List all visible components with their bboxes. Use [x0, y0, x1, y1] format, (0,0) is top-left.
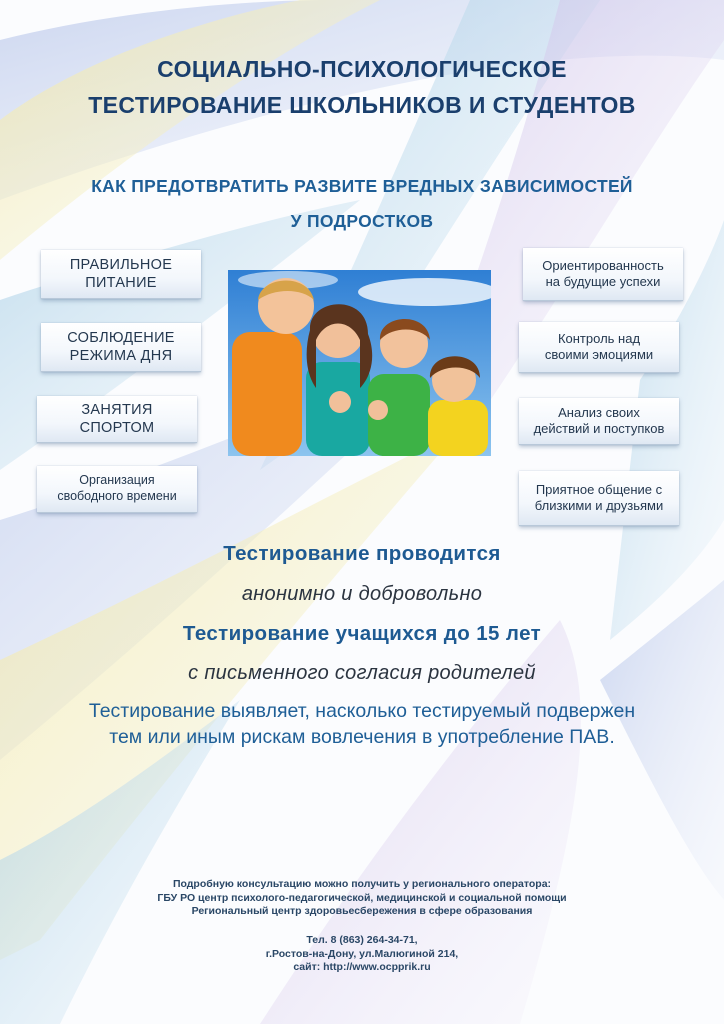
tip-box-label: действий и поступков — [533, 421, 665, 436]
footer-site-link[interactable]: сайт: http://www.ocpprik.ru — [293, 961, 431, 974]
tip-box-label: ЗАНЯТИЯ — [81, 401, 153, 418]
subtitle-line2: У ПОДРОСТКОВ — [290, 211, 434, 231]
tip-box-future-success — [523, 248, 683, 301]
anonymous-line: анонимно и добровольно — [241, 583, 483, 605]
footer-address: г.Ростов-на-Дону, ул.Малюгиной 214, — [265, 947, 459, 960]
tip-box-label: Организация — [79, 473, 155, 488]
tip-box-label: своими эмоциями — [544, 347, 654, 362]
footer-contacts — [100, 934, 624, 975]
parents-consent-line: с письменного согласия родителей — [188, 662, 536, 684]
footer-line: Региональный центр здоровьесбережения в сфере образования — [191, 905, 533, 918]
tip-box-free-time — [37, 466, 197, 513]
tip-box-label: Приятное общение с — [535, 481, 663, 497]
tip-box-label: СОБЛЮДЕНИЕ — [67, 329, 175, 346]
subtitle-line1: КАК ПРЕДОТВРАТИТЬ РАЗВИТЕ ВРЕДНЫХ ЗАВИСИМОСТЕЙ — [91, 176, 633, 196]
tip-box-communication — [519, 471, 679, 526]
page-title-line2: ТЕСТИРОВАНИЕ ШКОЛЬНИКОВ И СТУДЕНТОВ — [88, 92, 636, 118]
testing-description-line1: Тестирование выявляет, насколько тестируемый подвержен — [88, 700, 636, 722]
page-title-line1: СОЦИАЛЬНО-ПСИХОЛОГИЧЕСКОЕ — [157, 56, 567, 82]
teenagers-photo — [228, 270, 491, 456]
age-heading: Тестирование учащихся до 15 лет — [182, 622, 542, 645]
tip-box-label: близкими и друзьями — [534, 498, 664, 513]
tip-box-label: Контроль над — [557, 330, 641, 346]
tip-box-label: Ориентированность — [542, 257, 664, 273]
footer-phone: Тел. 8 (863) 264-34-71, — [306, 934, 418, 946]
tip-box-sports — [37, 396, 197, 443]
tip-box-label: Анализ своих — [558, 404, 640, 420]
tip-box-emotion-control — [519, 322, 679, 373]
footer-line: ГБУ РО центр психолого-педагогической, медицинской и социальной помощи — [157, 891, 567, 904]
footer-operator-info — [100, 878, 624, 919]
tip-box-label: свободного времени — [57, 489, 177, 503]
tip-box-nutrition — [41, 250, 201, 299]
tip-box-label: РЕЖИМА ДНЯ — [69, 348, 173, 364]
tip-box-daily-routine — [41, 323, 201, 372]
testing-description-line2: тем или иным рискам вовлечения в употребление ПАВ. — [109, 726, 615, 749]
tip-box-self-analysis — [519, 398, 679, 445]
testing-heading: Тестирование проводится — [223, 542, 501, 565]
tip-box-label: СПОРТОМ — [79, 420, 155, 436]
footer-line: Подробную консультацию можно получить у регионального оператора: — [172, 878, 552, 890]
tip-box-label: на будущие успехи — [545, 274, 661, 289]
testing-description — [20, 698, 704, 751]
tip-box-label: ПРАВИЛЬНОЕ — [69, 256, 173, 273]
tip-box-label: ПИТАНИЕ — [85, 275, 157, 291]
